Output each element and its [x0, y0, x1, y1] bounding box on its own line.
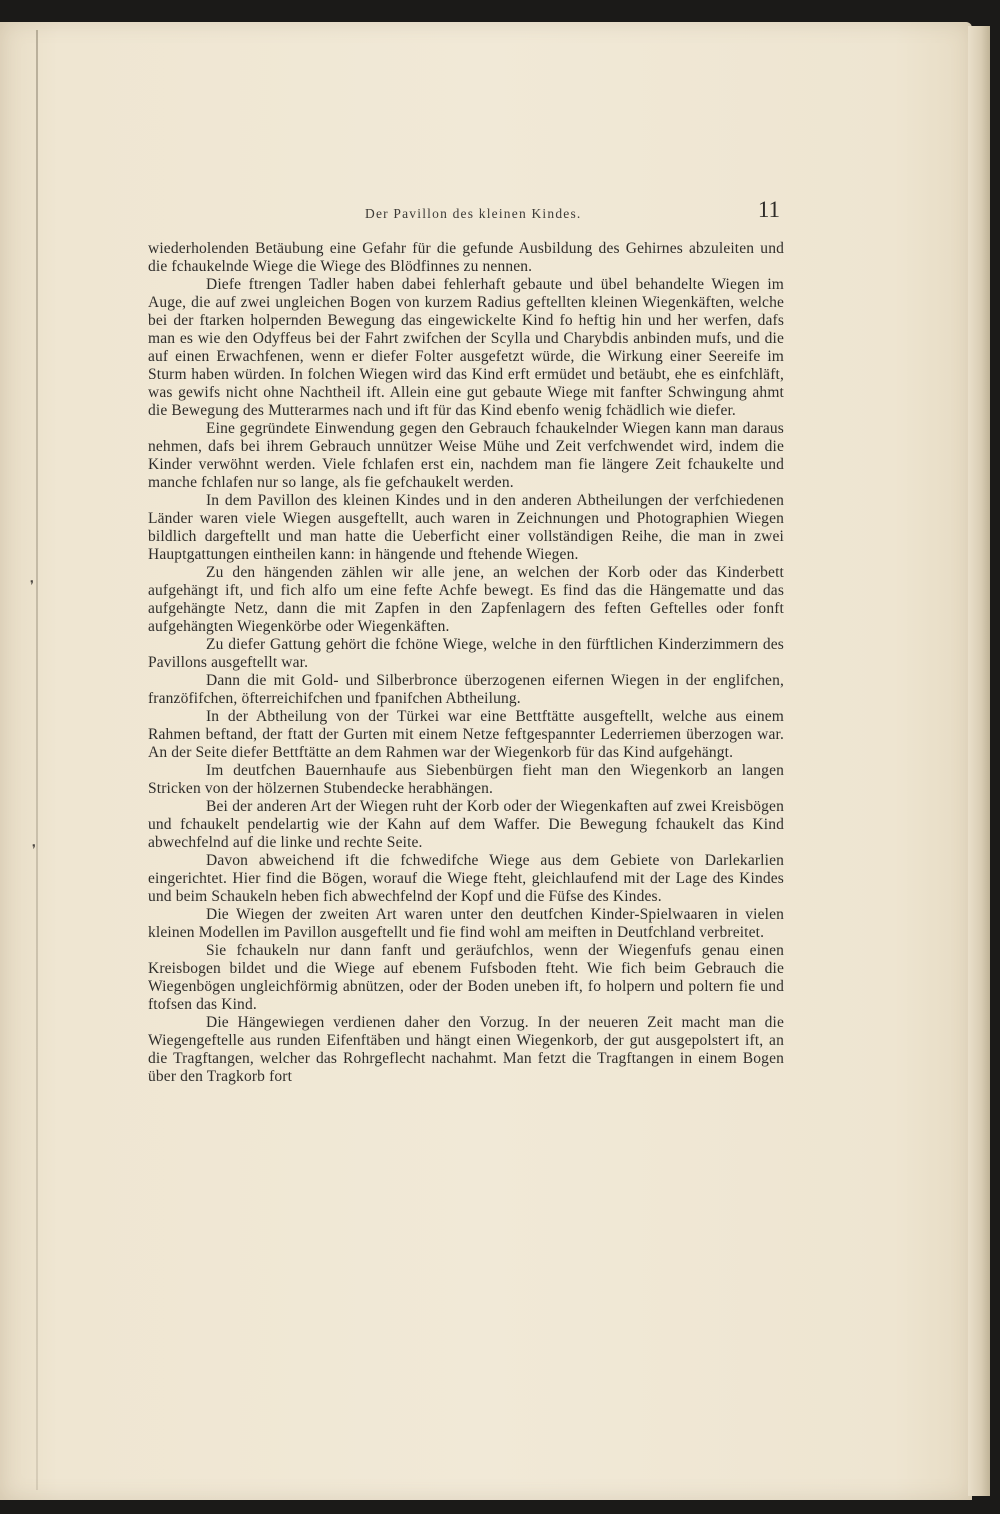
binding-gutter	[36, 30, 38, 1490]
paragraph: Die Hängewiegen verdienen daher den Vorzug. In der neueren Zeit macht man die Wiegengeftelle aus runden Eifenftäben und hängt einen Wiegenkorb, der gut ausgepolstert ift, an die Tragftangen, welcher das Rohrgeflecht nachahmt. Man fetzt die Tragftangen in einem Bogen über den Tragkorb fort	[148, 1014, 784, 1085]
paragraph: Dann die mit Gold- und Silberbronce überzogenen eifernen Wiegen in der englifchen, franzöfifchen, öfterreichifchen und fpanifchen Abtheilung.	[148, 672, 784, 707]
paragraph: Zu den hängenden zählen wir alle jene, an welchen der Korb oder das Kinderbett aufgehängt ift, und fich alfo um eine fefte Achfe bewegt. Es find das die Hängematte und das aufgehängte Netz, dann die mit Zapfen in den Zapfenlagern des feften Geftelles oder fonft aufgehängten Wiegenkörbe oder Wiegenkäften.	[148, 564, 784, 635]
paragraph: Bei der anderen Art der Wiegen ruht der Korb oder der Wiegenkaften auf zwei Kreisbögen und fchaukelt pendelartig wie der Kahn auf dem Waffer. Die Bewegung fchaukelt das Kind abwechfelnd auf die linke und rechte Seite.	[148, 798, 784, 851]
page-number: 11	[757, 197, 780, 222]
paragraph: Davon abweichend ift die fchwedifche Wiege aus dem Gebiete von Darlekarlien eingerichtet. Hier find die Bögen, worauf die Wiege fteht, gleichlaufend mit der Lage des Kindes und beim Schaukeln heben fich abwechfelnd der Kopf und die Füfse des Kindes.	[148, 852, 784, 905]
paragraph: In der Abtheilung von der Türkei war eine Bettftätte ausgeftellt, welche aus einem Rahmen beftand, der ftatt der Gurten mit einem Netze feftgespannter Lederriemen überzogen war. An der Seite diefer Bettftätte an dem Rahmen war der Wiegenkorb für das Kind aufgehängt.	[148, 708, 784, 761]
body-text	[148, 240, 784, 1086]
margin-mark: ❜	[30, 578, 34, 592]
page-edge	[968, 26, 990, 1496]
paragraph: Diefe ftrengen Tadler haben dabei fehlerhaft gebaute und übel behandelte Wiegen im Auge, die auf zwei ungleichen Bogen von kurzem Radius geftellten kleinen Wiegenkäften, welche bei der ftarken holpernden Bewegung das eingewickelte Kind fo heftig hin und her werfen, dafs man es wie den Odyffeus bei der Fahrt zwifchen der Scylla und Charybdis anbinden mufs, und die auf einen Erwachfenen, wenn er diefer Folter ausgefetzt würde, die Wirkung einer Seereife im Sturm haben würden. In folchen Wiegen wird das Kind erft ermüdet und betäubt, ehe es einfchläft, was gewifs nicht ohne Nachtheil ift. Allein eine gut gebaute Wiege mit fanfter Schwingung ahmt die Bewegung des Mutterarmes nach und ift für das Kind ebenfo wenig fchädlich wie diefer.	[148, 276, 784, 419]
paragraph: Die Wiegen der zweiten Art waren unter den deutfchen Kinder-Spielwaaren in vielen kleinen Modellen im Pavillon ausgeftellt und fie find wohl am meiften in Deutfchland verbreitet.	[148, 906, 784, 941]
page-header	[148, 196, 784, 230]
paragraph: Eine gegründete Einwendung gegen den Gebrauch fchaukelnder Wiegen kann man daraus nehmen, dafs bei ihrem Gebrauch unnützer Weise Mühe und Zeit verfchwendet wird, indem die Kinder verwöhnt werden. Viele fchlafen erst ein, nachdem man fie längere Zeit fchaukelte und manche fchlafen nur so lange, als fie gefchaukelt werden.	[148, 420, 784, 491]
running-head: Der Pavillon des kleinen Kindes.	[365, 206, 582, 221]
paragraph: In dem Pavillon des kleinen Kindes und in den anderen Abtheilungen der verfchiedenen Länder waren viele Wiegen ausgeftellt, auch waren in Zeichnungen und Photographien Wiegen bildlich dargeftellt und man hatte die Ueberficht einer vollständigen Reihe, die man in zwei Hauptgattungen eintheilen kann: in hängende und ftehende Wiegen.	[148, 492, 784, 563]
paragraph: Im deutfchen Bauernhaufe aus Siebenbürgen fieht man den Wiegenkorb an langen Stricken von der hölzernen Stubendecke herabhängen.	[148, 762, 784, 797]
margin-mark: ❜	[32, 842, 36, 856]
paragraph: Sie fchaukeln nur dann fanft und geräufchlos, wenn der Wiegenfufs genau einen Kreisbogen bildet und die Wiege auf ebenem Fufsboden fteht. Wie fich beim Gebrauch die Wiegenbögen ungleichförmig abnützen, oder der Boden uneben ift, fo holpern und poltern fie und ftofsen das Kind.	[148, 942, 784, 1013]
paragraph: Zu diefer Gattung gehört die fchöne Wiege, welche in den fürftlichen Kinderzimmern des Pavillons ausgeftellt war.	[148, 636, 784, 671]
paragraph: wiederholenden Betäubung eine Gefahr für die gefunde Ausbildung des Gehirnes abzuleiten und die fchaukelnde Wiege die Wiege des Blödfinnes zu nennen.	[148, 240, 784, 275]
